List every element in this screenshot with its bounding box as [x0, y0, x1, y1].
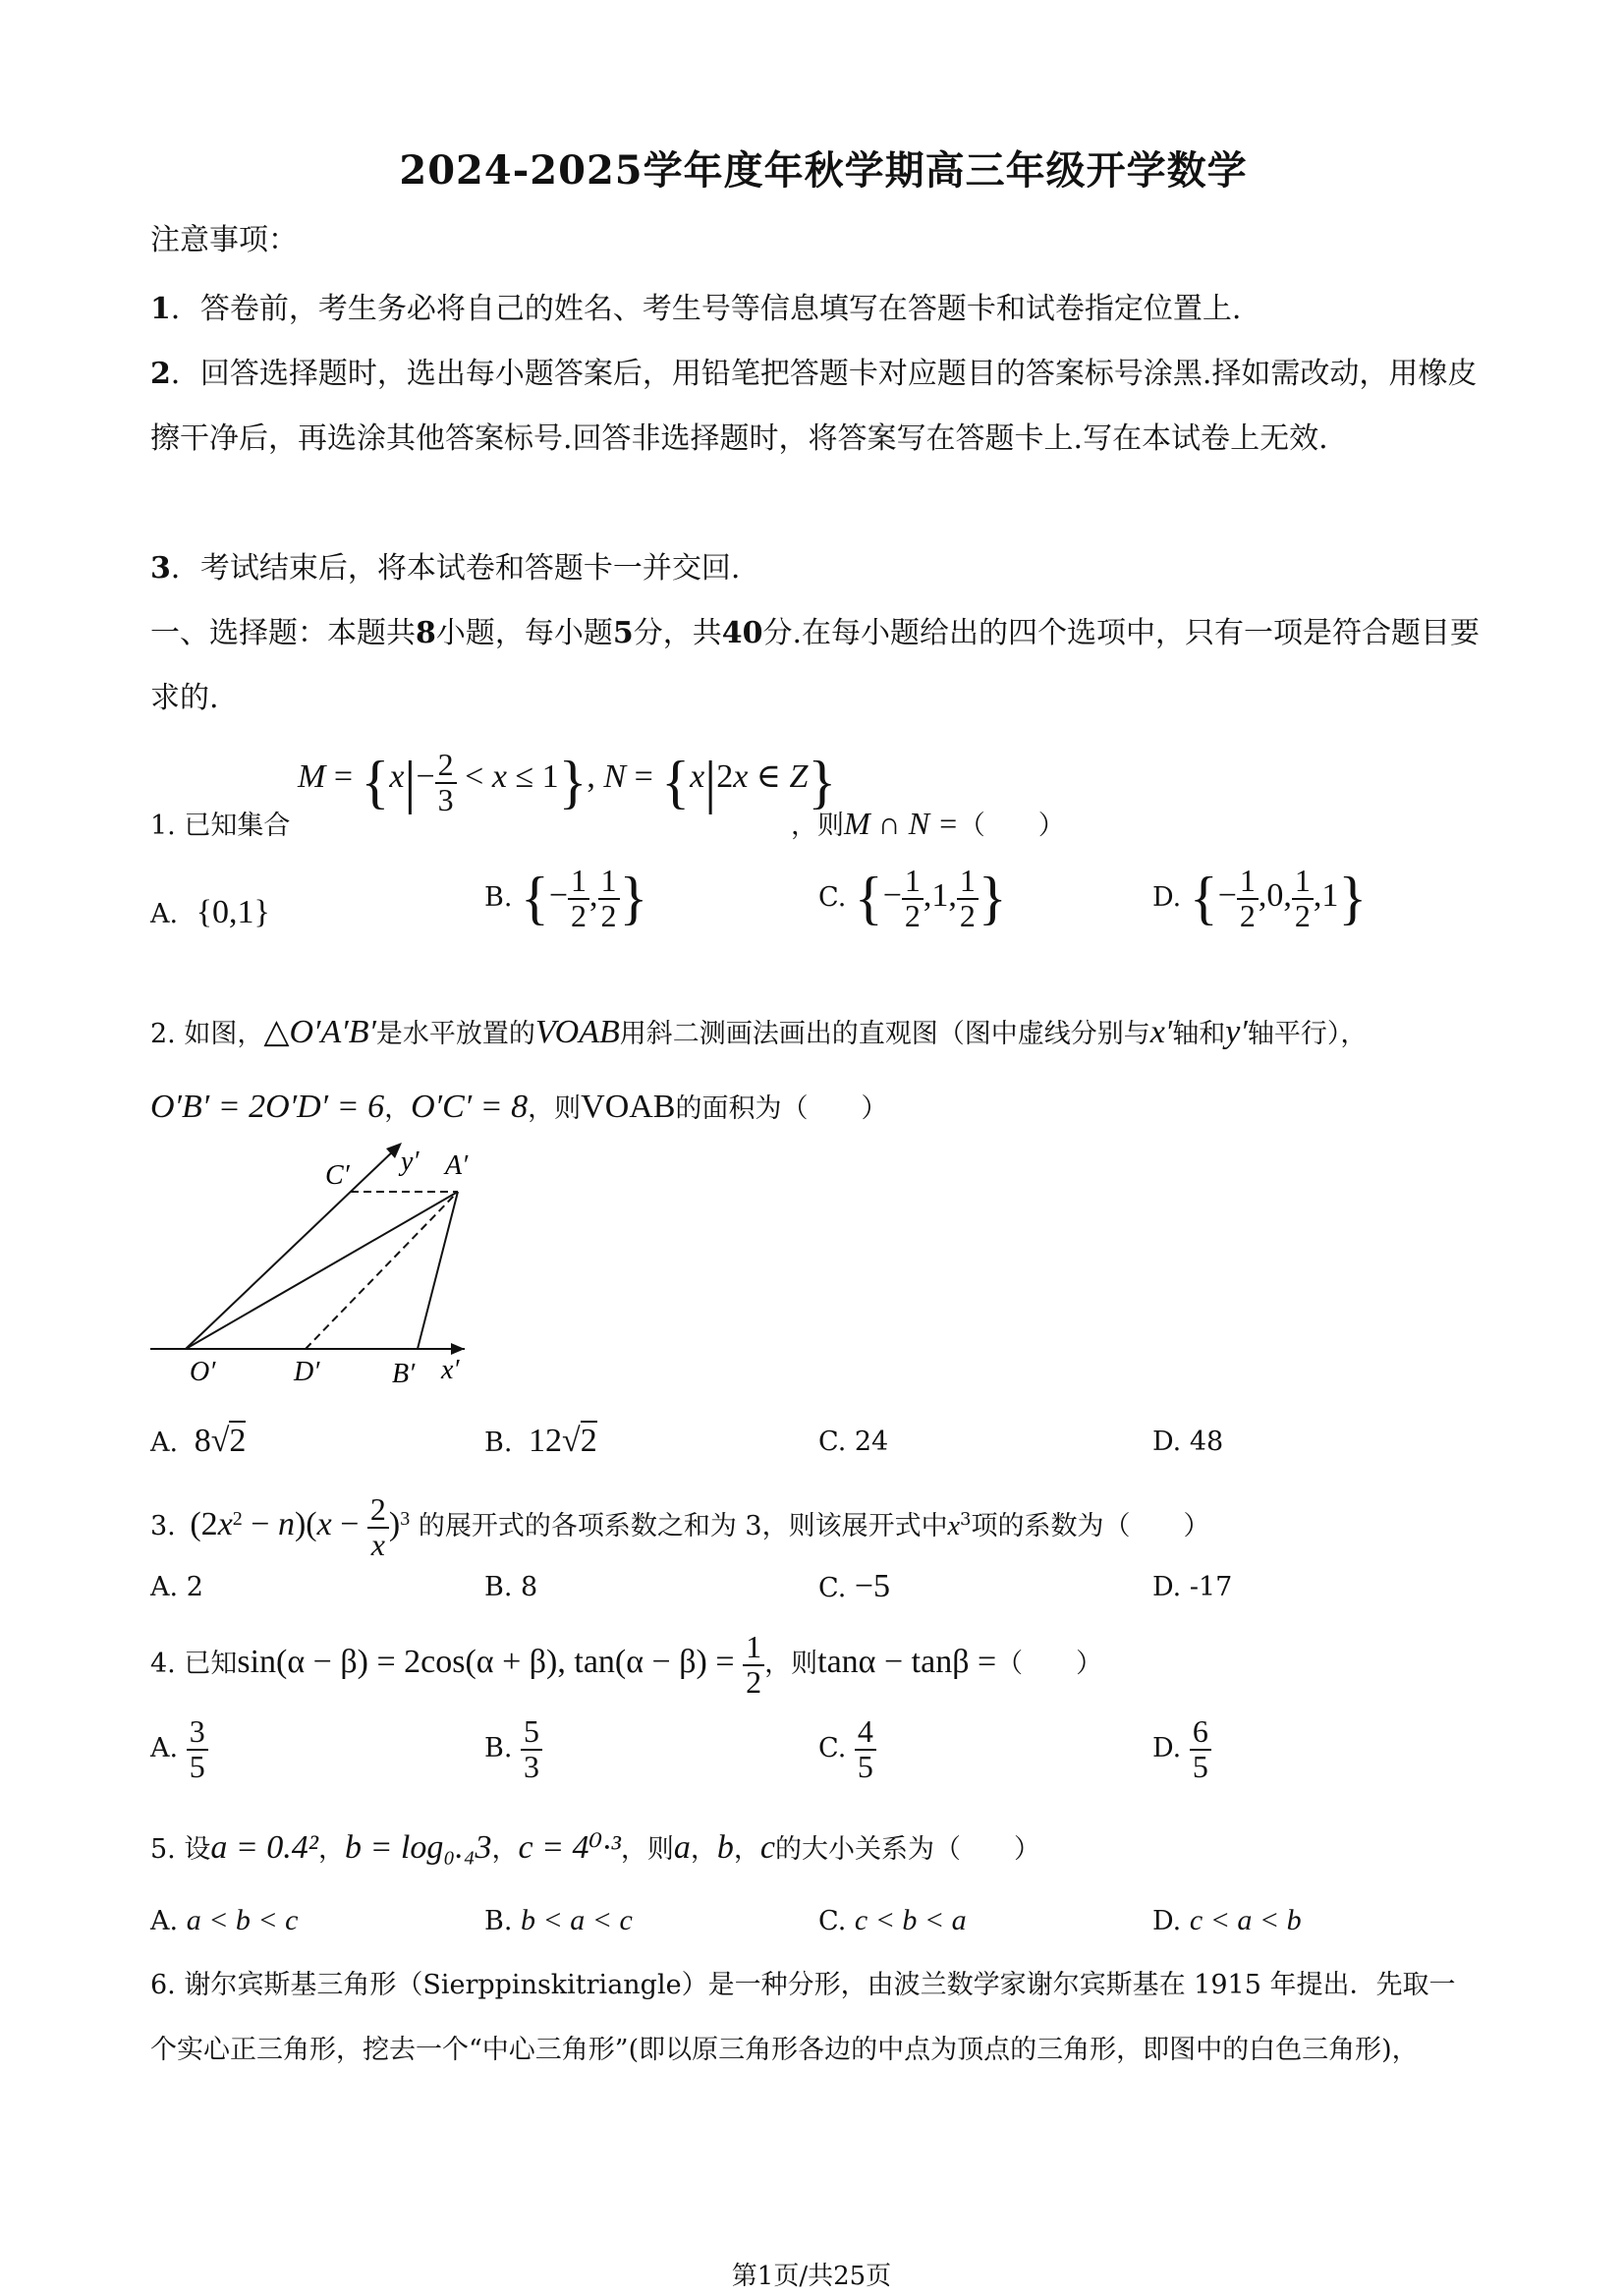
q5-vb: b — [716, 1829, 734, 1866]
page-footer: 第1页/共25页 — [731, 2262, 892, 2291]
q2-cond2: O′C′ = 8 — [411, 1089, 529, 1125]
q5-sep3: ， — [690, 1834, 717, 1865]
segment-OA — [186, 1192, 458, 1349]
sec-total: 40 — [721, 616, 763, 650]
q4-option-c[interactable] — [818, 1715, 876, 1783]
q2-option-a-letter: A. — [150, 1428, 179, 1458]
notice-num-3: 3 — [150, 551, 171, 586]
q5-option-c-letter: C. — [818, 1906, 847, 1936]
q5-option-d-letter: D. — [1152, 1906, 1182, 1936]
dashed-DA — [306, 1192, 458, 1349]
q4-expr1: sin(α − β) = 2cos(α + β), tan(α − β) = — [237, 1644, 735, 1681]
label-A: A′ — [445, 1150, 469, 1181]
q4-option-d-n: 6 — [1190, 1715, 1211, 1751]
q2-voab: VOAB — [534, 1014, 620, 1050]
q1-option-b[interactable]: B. {− $\frac{1}{2}$ , $\frac{1}{2}$ } — [484, 863, 648, 933]
notice-item-1 — [150, 277, 1496, 342]
label-x: x′ — [441, 1355, 460, 1385]
q3-option-d-letter: D. — [1152, 1572, 1182, 1602]
q4-lead: 4. 已知 — [150, 1649, 238, 1680]
q2-t8: 轴平行）， — [1247, 1019, 1368, 1049]
q3-exp: 3 — [960, 1509, 972, 1531]
q4-option-a[interactable] — [150, 1715, 208, 1783]
q2-yaxis: y′ — [1225, 1014, 1248, 1050]
page-title: 2024-2025学年度年秋学期高三年级开学数学 — [399, 147, 1248, 194]
q4-option-c-n: 4 — [855, 1715, 876, 1751]
label-C: C′ — [325, 1160, 350, 1191]
q2-figure — [150, 1135, 484, 1390]
notice-num-1: 1 — [150, 292, 171, 326]
y-axis-line — [186, 1148, 396, 1349]
q3-xterm: x — [947, 1511, 961, 1542]
sec-suffix: 分.在每小题给出的四个选项中，只有一项是符合题目要求的. — [150, 616, 1481, 715]
q5-line — [150, 1827, 1040, 1867]
notice-num-2: 2 — [150, 357, 171, 391]
q2-line2 — [150, 1087, 887, 1126]
q5-option-b-letter: B. — [484, 1906, 513, 1936]
q4-paren: （ ） — [996, 1649, 1103, 1680]
q1-option-b-letter: B. — [484, 882, 513, 914]
q4-option-a-letter: A. — [150, 1733, 179, 1764]
q5-option-a-value: a < b < c — [186, 1904, 299, 1936]
q2-option-d-value: 48 — [1189, 1427, 1224, 1457]
q4-option-b-letter: B. — [484, 1733, 513, 1764]
q4-half-n: 1 — [743, 1631, 764, 1666]
q5-option-a[interactable] — [150, 1904, 299, 1937]
q2-xaxis: x′ — [1149, 1014, 1173, 1050]
q4-option-c-d: 5 — [857, 1748, 873, 1784]
q5-t1: ，则 — [620, 1834, 674, 1865]
q1-option-d-letter: D. — [1152, 882, 1182, 914]
label-y: y′ — [401, 1147, 420, 1177]
notice-heading: 注意事项： — [150, 223, 298, 257]
q2-option-a[interactable]: A. 8√2 — [150, 1423, 247, 1459]
q4-option-d-d: 5 — [1192, 1748, 1208, 1784]
q2-option-b-letter: B. — [484, 1428, 513, 1458]
q2-t11: 的面积为（ ） — [675, 1093, 888, 1124]
q1-tail — [791, 804, 1065, 842]
q4-option-a-n: 3 — [187, 1715, 208, 1751]
q1-option-c[interactable]: C. {− $\frac{1}{2}$ ,1, $\frac{1}{2}$ } — [818, 863, 1007, 933]
q5-sep4: ， — [733, 1834, 760, 1865]
notice-text-3: ．考试结束后，将本试卷和答题卡一并交回. — [170, 551, 741, 586]
q3-option-a-letter: A. — [150, 1572, 179, 1602]
q3-line: 3. $(2x^2 - n)(x$ − $\frac{2}{x}$ )$^3$ 的展开式的各项系数之和为 3，则该展开式中$x^3$项的系数为（ ） — [150, 1491, 1210, 1562]
q5-a: a = 0.4² — [210, 1829, 318, 1866]
q5-option-b-value: b < a < c — [521, 1904, 633, 1936]
section-1-heading — [150, 601, 1496, 731]
sec-score: 5 — [612, 616, 634, 650]
notice-text-2: ．回答选择题时，选出每小题答案后，用铅笔把答题卡对应题目的答案标号涂黑.择如需改动，用橡皮擦干净后，再选涂其他答案标号.回答非选择题时，将答案写在答题卡上.写在本试卷上无效. — [150, 357, 1478, 456]
q2-option-d[interactable] — [1152, 1427, 1223, 1457]
q2-triangle: △O′A′B′ — [263, 1014, 376, 1050]
q3-option-b[interactable] — [484, 1572, 537, 1602]
q2-option-b-coef: 12 — [529, 1423, 563, 1459]
q6-line1: 6. 谢尔宾斯基三角形（Sierppinskitriangle）是一种分形，由波兰数学家谢尔宾斯基在 1915 年提出．先取一 — [150, 1970, 1456, 2000]
q1-ask: M ∩ N = — [844, 806, 959, 841]
q5-c: c = 4⁰·³ — [518, 1829, 621, 1866]
sec-mid2: 分，共 — [633, 616, 722, 650]
q3-option-b-letter: B. — [484, 1572, 513, 1602]
q5-option-a-letter: A. — [150, 1906, 179, 1936]
q5-lead: 5. 设 — [150, 1834, 211, 1865]
notice-item-3 — [150, 536, 1496, 601]
q4-expr2: tanα − tanβ = — [817, 1644, 997, 1681]
q3-t2: 项的系数为（ ） — [971, 1511, 1210, 1542]
q2-lead: 2. 如图， — [150, 1019, 264, 1049]
q1-paren: （ ） — [958, 811, 1065, 841]
q3-option-c-value: −5 — [854, 1568, 891, 1604]
q6-line2: 个实心正三角形，挖去一个“中心三角形”(即以原三角形各边的中点为顶点的三角形，即图中的白色三角形)， — [150, 2035, 1419, 2065]
q5-t2: 的大小关系为（ ） — [774, 1834, 1040, 1865]
q2-option-a-coef: 8 — [194, 1423, 211, 1459]
label-D: D′ — [294, 1357, 320, 1387]
q4-option-c-letter: C. — [818, 1733, 847, 1764]
q5-va: a — [673, 1829, 691, 1866]
q2-comma: ， — [384, 1093, 412, 1124]
q4-option-d-letter: D. — [1152, 1733, 1182, 1764]
q4-option-b-d: 3 — [524, 1748, 540, 1784]
q1-option-c-letter: C. — [818, 882, 847, 914]
q3-option-b-value: 8 — [521, 1572, 538, 1602]
q5-option-c-value: c < b < a — [854, 1904, 967, 1936]
q2-t2: 是水平放置的 — [375, 1019, 535, 1049]
q5-option-d-value: c < a < b — [1189, 1904, 1302, 1936]
q5-sep1: ， — [317, 1834, 345, 1865]
q3-option-d-value: -17 — [1189, 1572, 1233, 1602]
q5-option-b[interactable] — [484, 1904, 633, 1937]
sec-count: 8 — [416, 616, 436, 650]
q2-cond1: O′B′ = 2O′D′ = 6 — [150, 1089, 385, 1125]
q4-t1: ，则 — [764, 1649, 818, 1680]
q5-option-d[interactable] — [1152, 1904, 1302, 1937]
sec-mid1: 小题，每小题 — [435, 616, 613, 650]
q2-t6: 轴和 — [1172, 1019, 1226, 1049]
q1-option-d[interactable]: D. {− $\frac{1}{2}$ ,0, $\frac{1}{2}$ ,1} — [1152, 863, 1368, 933]
q2-option-d-letter: D. — [1152, 1427, 1182, 1457]
x-axis-arrow — [451, 1343, 465, 1355]
q2-option-c-value: 24 — [854, 1427, 889, 1457]
q3-option-d[interactable] — [1152, 1572, 1232, 1602]
q4-option-d[interactable] — [1152, 1715, 1211, 1783]
q2-option-c-letter: C. — [818, 1427, 847, 1457]
q3-option-a-value: 2 — [186, 1572, 203, 1602]
q4-option-a-d: 5 — [189, 1748, 205, 1784]
q3-t1: 的展开式的各项系数之和为 3，则该展开式中 — [418, 1511, 948, 1542]
q4-line — [150, 1631, 1102, 1699]
q1-sets: M = {x|− $\frac{2}{3}$ < x ≤ 1}, N = {x|2x ∈ Z} — [298, 747, 837, 817]
q3-option-a[interactable] — [150, 1572, 203, 1602]
sec-prefix: 一、选择题：本题共 — [150, 616, 416, 650]
q1-option-a[interactable]: A. {0,1} — [150, 894, 270, 930]
q2-option-a-rad: 2 — [229, 1423, 247, 1459]
q2-voab2: VOAB — [581, 1089, 676, 1125]
q2-option-b[interactable]: B. 12√2 — [484, 1423, 597, 1459]
q3-option-c-letter: C. — [818, 1573, 847, 1603]
q2-t9: ，则 — [528, 1093, 582, 1124]
q1-tail-text: ，则 — [791, 811, 844, 841]
label-O: O′ — [190, 1357, 216, 1387]
q3-lead: 3. — [150, 1511, 176, 1542]
q5-vc: c — [759, 1829, 775, 1866]
q5-b: b = log₀.₄3 — [344, 1829, 492, 1866]
q2-option-c[interactable] — [818, 1427, 888, 1457]
q1-option-a-letter: A. — [150, 899, 179, 929]
q4-option-b-n: 5 — [521, 1715, 542, 1751]
q1-lead: 1. 已知集合 — [150, 811, 291, 841]
notice-item-2 — [150, 342, 1496, 472]
q3-option-c[interactable] — [818, 1568, 890, 1605]
notice-text-1: ．答卷前，考生务必将自己的姓名、考生号等信息填写在答题卡和试卷指定位置上. — [170, 292, 1242, 326]
q2-option-b-rad: 2 — [580, 1423, 597, 1459]
q4-half-d: 2 — [746, 1663, 762, 1700]
q4-option-b[interactable] — [484, 1715, 542, 1783]
q2-line1 — [150, 1012, 1367, 1051]
q2-t4: 用斜二测画法画出的直观图（图中虚线分别与 — [619, 1019, 1150, 1049]
q5-option-c[interactable] — [818, 1904, 967, 1937]
label-B: B′ — [392, 1359, 416, 1389]
q5-sep2: ， — [491, 1834, 519, 1865]
segment-AB — [418, 1192, 458, 1349]
